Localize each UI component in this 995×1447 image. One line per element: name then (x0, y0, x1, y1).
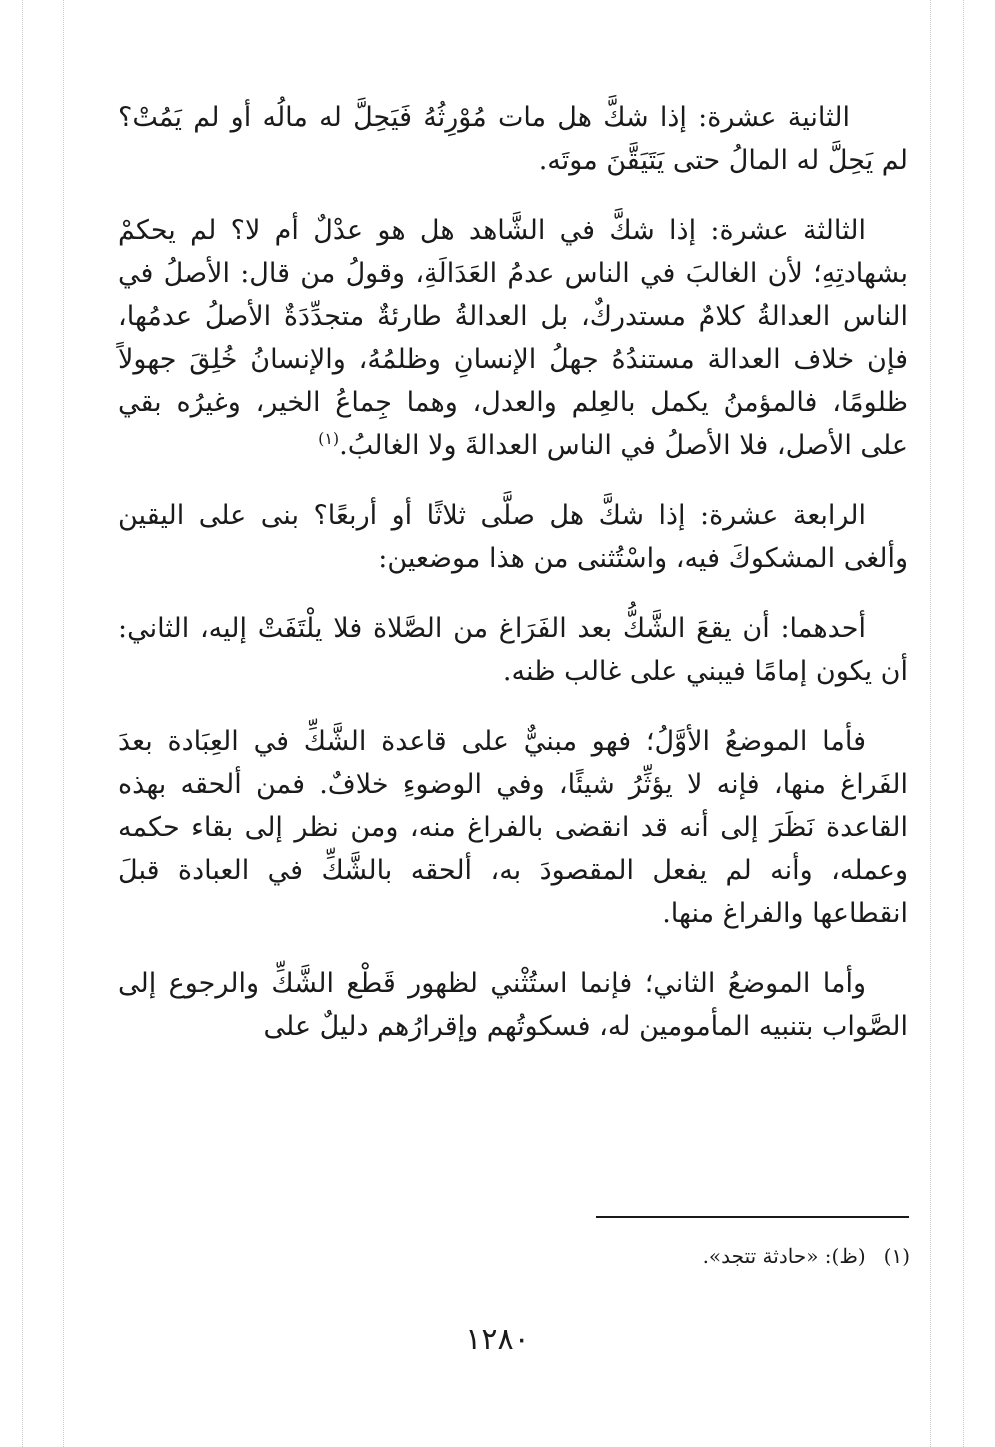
scan-margin-line (22, 0, 23, 1447)
paragraph-second-exception: وأما الموضعُ الثاني؛ فإنما استُثْني لظهور قَطْع الشَّكِّ والرجوع إلى الصَّواب بتنبيه المأمومين له، فسكوتُهم وإقرارُهم دليلٌ على (118, 968, 908, 1042)
paragraph-thirteenth-text: الثالثة عشرة: إذا شكَّ في الشَّاهد هل هو عدْلٌ أم لا؟ لم يحكمْ بشهادتِهِ؛ لأن الغالبَ في الناس عدمُ العَدَالَةِ، وقولُ من قال: الأصلُ في الناس العدالةُ كلامٌ مستدركٌ، بل العدالةُ طارئةٌ متجدِّدَةٌ الأصلُ عدمُها، فإن خلاف العدالة مستندُهُ جهلُ الإنسانِ وظلمُهُ، والإنسانُ خُلِقَ جهولاً ظلومًا، فالمؤمنُ يكمل بالعِلم والعدل، وهما جِماعُ الخير، وغيرُه بقي على الأصل، فلا الأصلُ في الناس العدالةَ ولا الغالبُ. (118, 215, 908, 461)
footnote (400, 1241, 910, 1271)
scan-margin-line (63, 0, 64, 1447)
main-text (118, 96, 908, 1075)
footnote-text: (ظ): «حادثة تتجد». (702, 1244, 866, 1268)
paragraph-twelfth: الثانية عشرة: إذا شكَّ هل مات مُوْرِثُهُ فَيَحِلَّ له مالُه أو لم يَمُتْ؟ لم يَحِلَّ له المالُ حتى يَتَيَقَّنَ موتَه. (118, 102, 908, 176)
scan-margin-line (963, 0, 964, 1447)
paragraph-thirteenth (118, 209, 908, 467)
scan-margin-line (930, 0, 931, 1447)
paragraph-first-exception: فأما الموضعُ الأوَّلُ؛ فهو مبنيٌّ على قاعدة الشَّكِّ في العِبَادة بعدَ الفَراغ منها، فإنه لا يؤثِّرُ شيئًا، وفي الوضوءِ خلافٌ. فمن ألحقه بهذه القاعدة نَظَرَ إلى أنه قد انقضى بالفراغ منه، ومن نظر إلى بقاء حكمه وعمله، وأنه لم يفعل المقصودَ به، ألحقه بالشَّكِّ في العبادة قبلَ انقطاعها والفراغ منها. (118, 726, 908, 929)
paragraph-fourteenth: الرابعة عشرة: إذا شكَّ هل صلَّى ثلاثًا أو أربعًا؟ بنى على اليقين وألغى المشكوكَ فيه، واسْتُثنى من هذا موضعين: (118, 500, 908, 574)
footnote-reference[interactable]: (١) (318, 429, 340, 448)
paragraph-two-exceptions: أحدهما: أن يقعَ الشَّكُّ بعد الفَرَاغ من الصَّلاة فلا يلْتَفَتْ إليه، الثاني: أن يكون إمامًا فيبني على غالب ظنه. (118, 613, 908, 687)
footnote-number: (١) (883, 1244, 910, 1268)
footnote-divider (596, 1216, 909, 1218)
page-number: ١٢٨٠ (465, 1322, 530, 1357)
